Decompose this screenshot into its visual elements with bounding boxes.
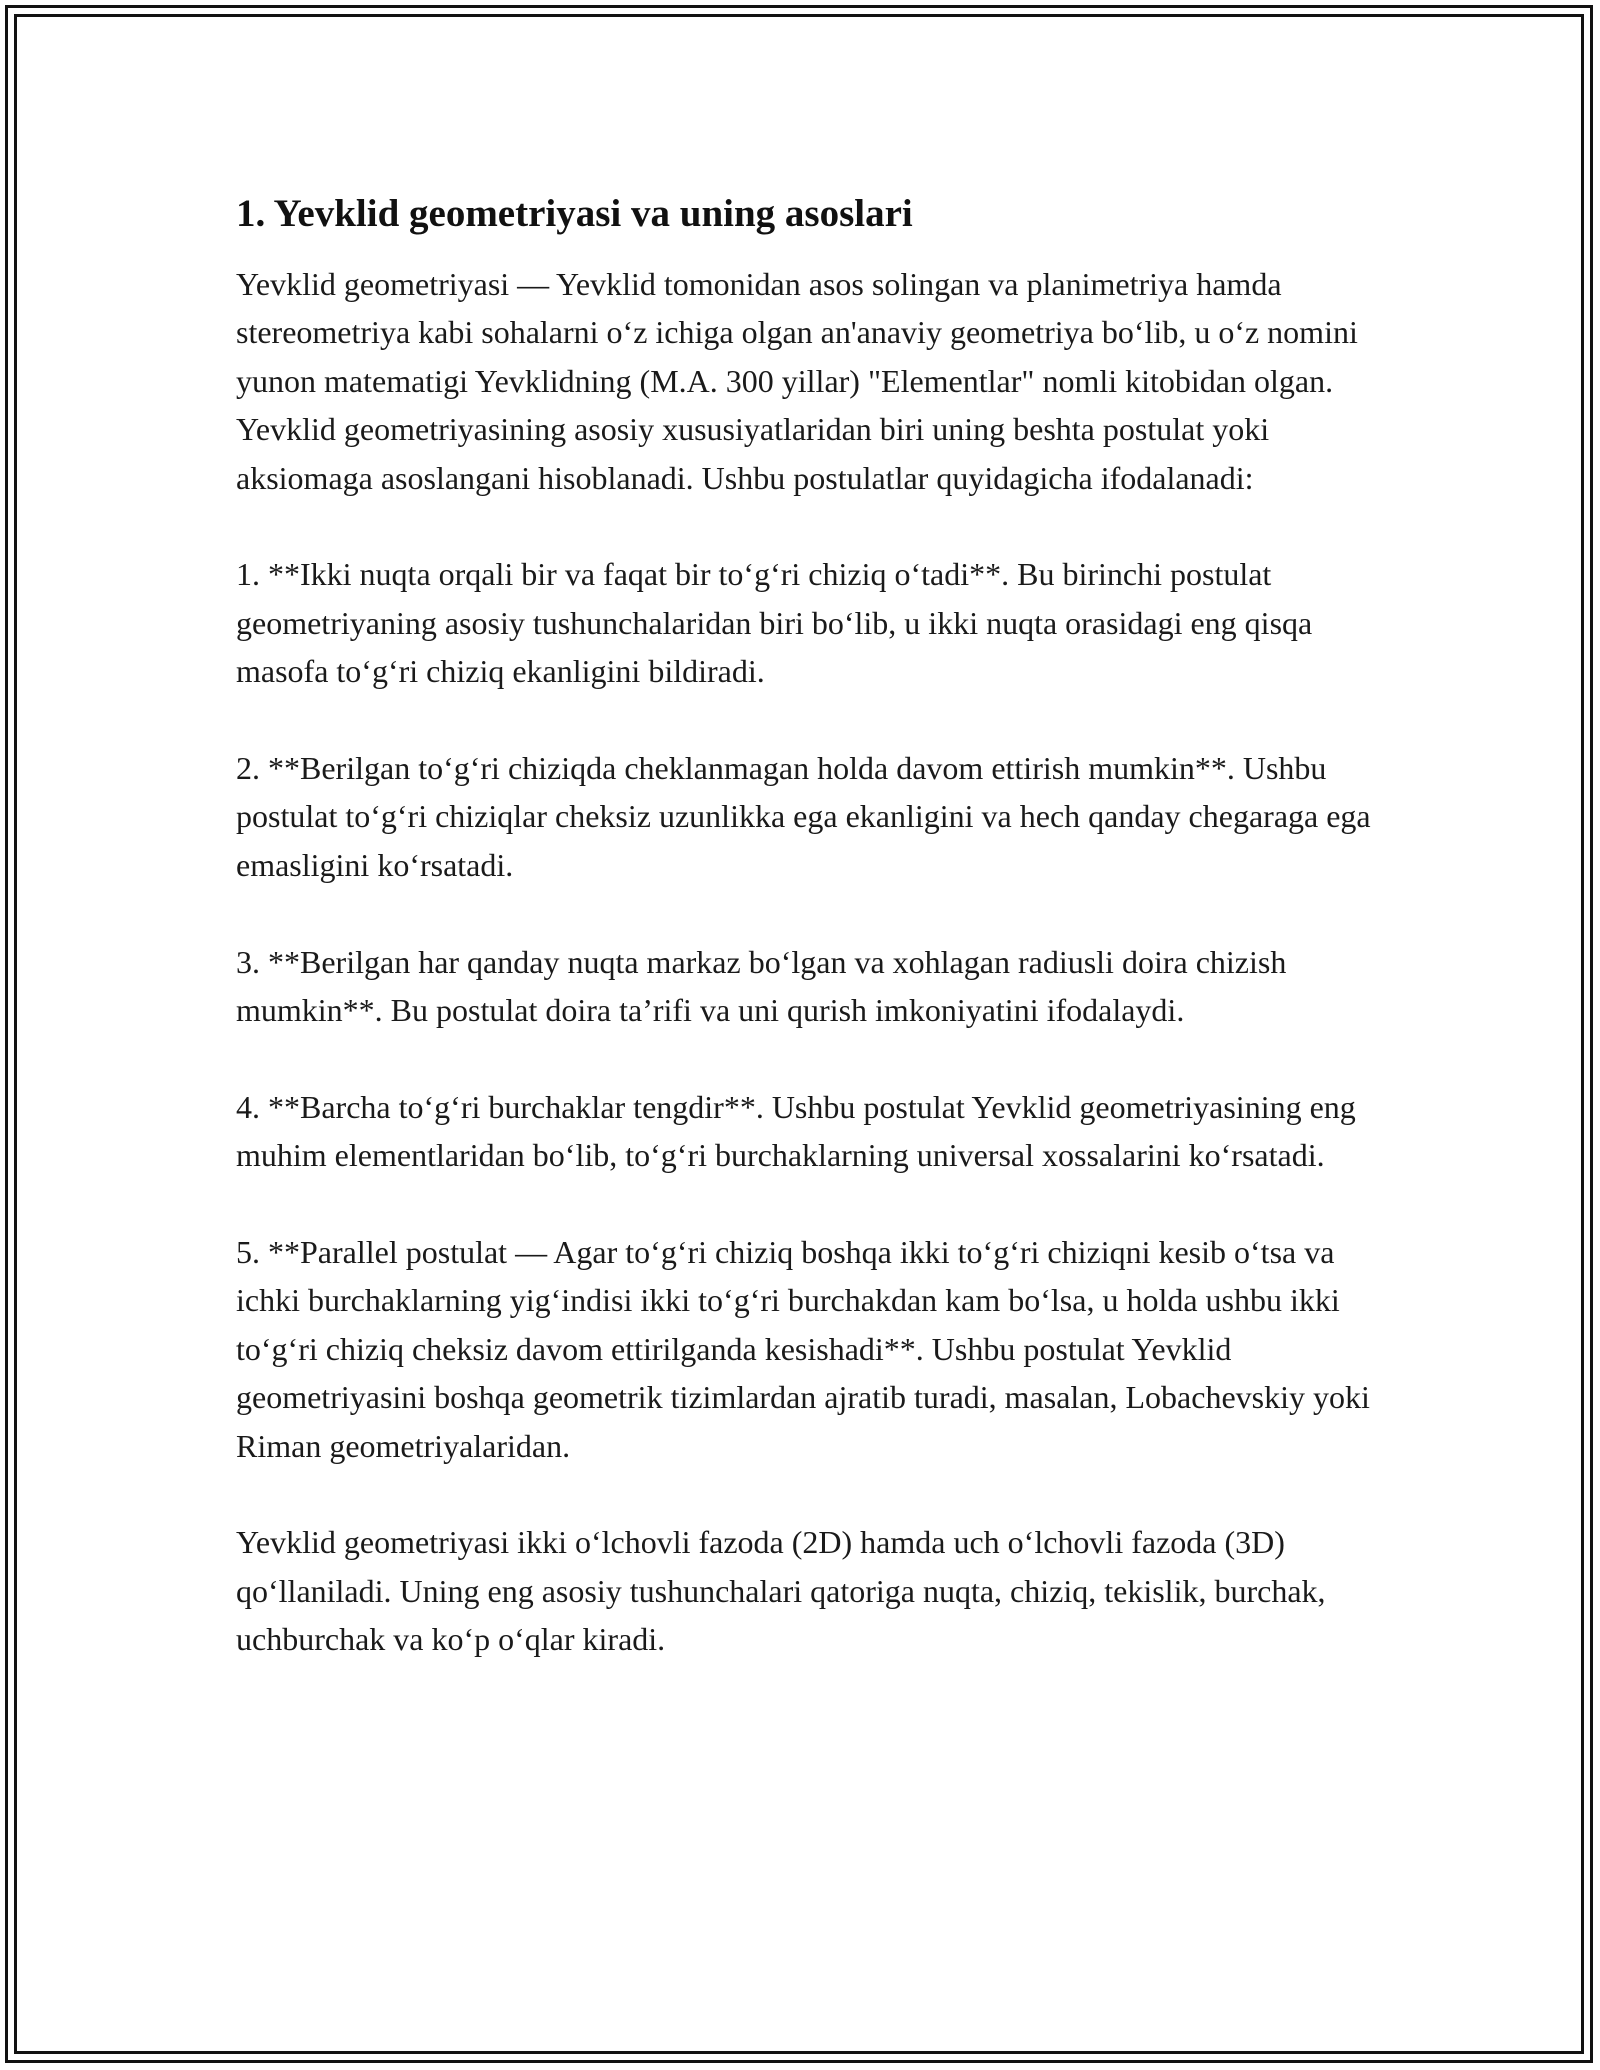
document-body [236,186,1371,1712]
postulate-4-paragraph: 4. **Barcha to‘g‘ri burchaklar tengdir**. Ushbu postulat Yevklid geometriyasining eng muhim elementlaridan bo‘lib, to‘g‘ri burchaklarning universal xossalarini ko‘rsatadi. [236,1088,1356,1174]
postulate-2-paragraph: 2. **Berilgan to‘g‘ri chiziqda cheklanmagan holda davom ettirish mumkin**. Ushbu postulat to‘g‘ri chiziqlar cheksiz uzunlikka ega ekanligini va hech qanday chegaraga ega emasligini ko‘rsatadi. [236,750,1371,883]
postulate-1-paragraph: 1. **Ikki nuqta orqali bir va faqat bir to‘g‘ri chiziq o‘tadi**. Bu birinchi postulat geometriyaning asosiy tushunchalaridan biri bo‘lib, u ikki nuqta orasidagi eng qisqa masofa to‘g‘ri chiziq ekanligini bildiradi. [236,556,1313,690]
closing-paragraph: Yevklid geometriyasi ikki o‘lchovli fazoda (2D) hamda uch o‘lchovli fazoda (3D) qo‘llaniladi. Uning eng asosiy tushunchalari qatoriga nuqta, chiziq, tekislik, burchak, uchburchak va ko‘p o‘qlar kiradi. [236,1524,1326,1658]
intro-paragraph: Yevklid geometriyasi — Yevklid tomonidan asos solingan va planimetriya hamda stereometriya kabi sohalarni o‘z ichiga olgan an'anaviy geometriya bo‘lib, u o‘z nomini yunon matematigi Yevklidning (M.A. 300 yillar) "Elementlar" nomli kitobidan olgan. Yevklid geometriyasining asosiy xususiyatlaridan biri uning beshta postulat yoki aksiomaga asoslangani hisoblanadi. Ushbu postulatlar quyidagicha ifodalanadi: [236,266,1358,496]
section-heading: 1. Yevklid geometriyasi va uning asoslari [236,192,913,235]
postulate-5-paragraph: 5. **Parallel postulat — Agar to‘g‘ri chiziq boshqa ikki to‘g‘ri chiziqni kesib o‘tsa va ichki burchaklarning yig‘indisi ikki to‘g‘ri burchakdan kam bo‘lsa, u holda ushbu ikki to‘g‘ri chiziq cheksiz davom ettirilganda kesishadi**. Ushbu postulat Yevklid geometriyasini boshqa geometrik tizimlardan ajratib turadi, masalan, Lobachevskiy yoki Riman geometriyalaridan. [236,1234,1370,1464]
postulate-3-paragraph: 3. **Berilgan har qanday nuqta markaz bo‘lgan va xohlagan radiusli doira chizish mumkin**. Bu postulat doira ta’rifi va uni qurish imkoniyatini ifodalaydi. [236,943,1287,1029]
